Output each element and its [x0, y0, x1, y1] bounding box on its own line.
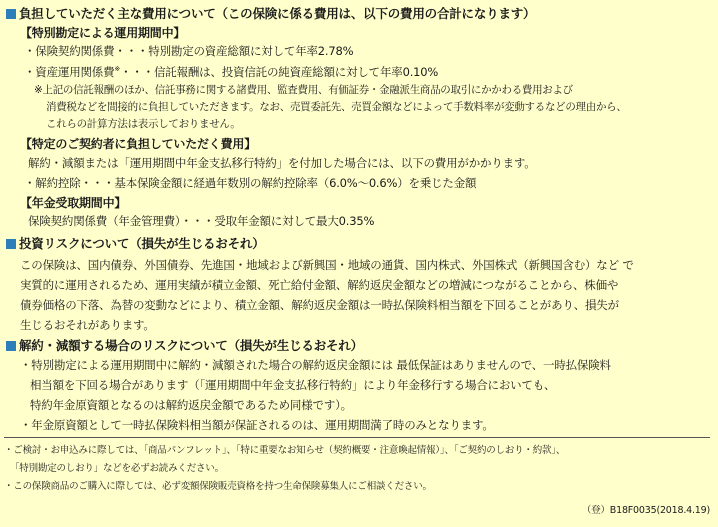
investment-risk-heading: 投資リスクについて（損失が生じるおそれ）	[19, 236, 265, 251]
annuity-fee-item: 保険契約関係費（年金管理費）・・・受取年金額に対して最大0.35%	[28, 214, 375, 228]
investment-risk-line-2: 実質的に運用されるため、運用実績が積立金額、死亡給付金額、解約返戻金額などの増減につながることから、株価や	[20, 278, 619, 292]
registration-code: （登）B18F0035(2018.4.19)	[581, 505, 710, 516]
investment-risk-line-4: 生じるおそれがあります。	[20, 318, 155, 332]
annuity-period-title: 【年金受取期間中】	[20, 196, 127, 210]
surrender-risk-heading: 解約・減額する場合のリスクについて（損失が生じるおそれ）	[19, 338, 363, 353]
footer-note-line-1: ・ご検討・お申込みに際しては、「商品パンフレット」、「特に重要なお知らせ（契約概要・注意喚起情報）」、「ご契約のしおり・約款」、	[4, 445, 566, 456]
asset-fee-detail: ・・・信託報酬は、投資信託の純資産総額に対して年率0.10%	[120, 64, 439, 79]
surrender-charge-item: ・解約控除・・・基本保険金額に経過年数別の解約控除率（6.0%〜0.6%）を乗じた金額	[24, 176, 477, 190]
surrender-risk-line-3: 特約年金原資額となるのは解約返戻金額であるため同様です）。	[30, 398, 352, 412]
surrender-risk-line-1: ・特別勘定による運用期間中に解約・減額された場合の解約返戻金額には 最低保証はありませんので、一時払保険料	[20, 358, 611, 372]
asset-management-fee-item	[24, 66, 438, 78]
investment-risk-line-3: 債券価格の下落、為替の変動などにより、積立金額、解約返戻金額は一時払保険料相当額を下回ることがあり、損失が	[20, 298, 619, 312]
surrender-risk-line-2: 相当額を下回る場合があります（「運用期間中年金支払移行特約」により年金移行する場合においても、	[30, 378, 556, 392]
specific-cost-intro: 解約・減額または「運用期間中年金支払移行特約」を付加した場合には、以下の費用がかかります。	[28, 156, 536, 170]
specific-contractor-title: 【特定のご契約者に負担していただく費用】	[20, 137, 257, 151]
costs-heading: 負担していただく主な費用について（この保険に係る費用は、以下の費用の合計になります）	[19, 6, 536, 21]
footer-note-line-3: ・この保険商品のご購入に際しては、必ず変額保険販売資格を持つ生命保険募集人にご相談ください。	[4, 481, 432, 492]
surrender-risk-line-4: ・年金原資額として一時払保険料相当額が保証されるのは、運用期間満了時のみとなります。	[20, 418, 494, 432]
fee-note-line-1: ※上記の信託報酬のほか、信託事務に関する諸費用、監査費用、有価証券・金融派生商品の取引にかかわる費用および	[34, 84, 573, 96]
section-marker-icon	[6, 9, 16, 19]
operation-period-title: 【特別勘定による運用期間中】	[20, 26, 186, 40]
fee-note-line-2: 消費税などを間接的に負担していただきます。なお、売買委託先、売買金額などによって手数料率が変動するなどの理由から、	[46, 101, 627, 113]
section-marker-icon	[6, 239, 16, 249]
footer-note-line-2: 「特別勘定のしおり」などを必ずお読みください。	[10, 463, 224, 474]
fee-note-line-3: これらの計算方法は表示しておりません。	[46, 118, 241, 130]
footer-divider	[4, 437, 710, 438]
investment-risk-line-1: この保険は、国内債券、外国債券、先進国・地域および新興国・地域の通貨、国内株式、外国株式（新興国含む）など で	[20, 258, 634, 272]
footnote-mark: ※	[114, 65, 121, 73]
section-marker-icon	[6, 341, 16, 351]
asset-fee-label: ・資産運用関係費	[24, 64, 115, 79]
contract-fee-item: ・保険契約関係費・・・特別勘定の資産総額に対して年率2.78%	[24, 44, 354, 58]
